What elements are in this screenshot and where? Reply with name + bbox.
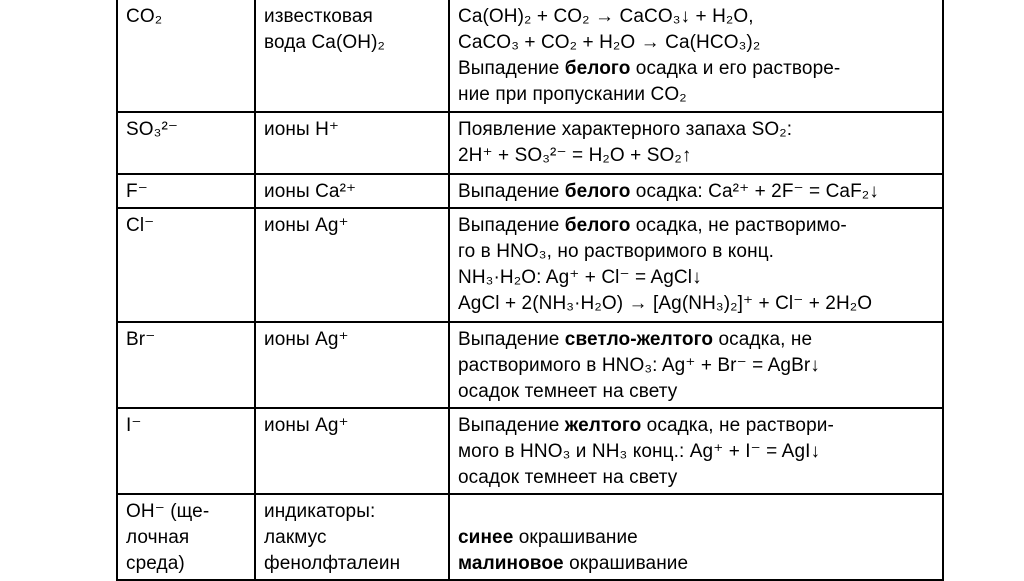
emphasis-text: белого	[564, 215, 631, 236]
reagent-cell-line: ионы Ag⁺	[264, 215, 349, 236]
text-fragment: окрашивание	[563, 553, 689, 574]
effect-cell-line: Ca(OH)₂ + CO₂ → CaCO₃↓ + H₂O,	[458, 6, 754, 27]
table-row	[117, 494, 943, 580]
ion-cell-line: OH⁻ (ще-	[126, 501, 210, 522]
emphasis-text: малиновое	[458, 553, 564, 574]
text-fragment: осадка: Ca²⁺ + 2F⁻ = CaF₂↓	[630, 181, 879, 202]
reagent-cell	[255, 112, 449, 174]
effect-cell-line: NH₃·H₂O: Ag⁺ + Cl⁻ = AgCl↓	[458, 267, 702, 288]
emphasis-text: светло-желтого	[564, 329, 714, 350]
text-fragment: осадка, не раствори-	[641, 415, 834, 436]
text-fragment: окрашивание	[513, 527, 638, 548]
effect-cell-line	[458, 551, 934, 577]
ion-cell	[117, 322, 255, 408]
effect-cell	[449, 0, 943, 112]
effect-cell-line: осадок темнеет на свету	[458, 381, 678, 402]
table-row	[117, 408, 943, 494]
effect-cell-line	[458, 525, 934, 551]
effect-cell-line: го в HNO₃, но растворимого в конц.	[458, 241, 775, 262]
effect-cell-line: 2H⁺ + SO₃²⁻ = H₂O + SO₂↑	[458, 145, 692, 166]
effect-cell	[449, 208, 943, 322]
effect-cell-line: CaCO₃ + CO₂ + H₂O → Ca(HCO₃)₂	[458, 32, 761, 53]
reagent-cell-line: ионы Ca²⁺	[264, 181, 357, 202]
text-fragment: осадка и его растворе-	[630, 58, 841, 79]
effect-cell-line: Появление характерного запаха SO₂:	[458, 119, 793, 140]
text-fragment: Выпадение	[458, 415, 565, 436]
ion-cell-line: F⁻	[126, 181, 148, 202]
qualitative-reactions-table	[116, 0, 944, 581]
reagent-cell	[255, 408, 449, 494]
reagent-cell	[255, 322, 449, 408]
table-row	[117, 0, 943, 112]
reagent-cell-line: известковая	[264, 6, 373, 27]
reagent-cell-line: ионы H⁺	[264, 119, 340, 140]
table-row	[117, 322, 943, 408]
reagent-cell-line: ионы Ag⁺	[264, 415, 349, 436]
ion-cell-line: Br⁻	[126, 329, 156, 350]
ion-cell-line: Cl⁻	[126, 215, 155, 236]
reagent-cell	[255, 494, 449, 580]
text-fragment: Выпадение	[458, 58, 565, 79]
text-fragment: Выпадение	[458, 215, 565, 236]
emphasis-text: желтого	[564, 415, 642, 436]
effect-cell-line	[458, 179, 934, 205]
text-fragment: Выпадение	[458, 329, 565, 350]
ion-cell	[117, 112, 255, 174]
reagent-cell-line: индикаторы:	[264, 501, 376, 522]
table-row	[117, 174, 943, 208]
reagent-cell-line: фенолфталеин	[264, 553, 401, 574]
reagent-cell-line: ионы Ag⁺	[264, 329, 349, 350]
effect-cell	[449, 174, 943, 208]
effect-cell-line: растворимого в HNO₃: Ag⁺ + Br⁻ = AgBr↓	[458, 355, 820, 376]
ion-cell-line: лочная	[126, 527, 190, 548]
effect-cell	[449, 408, 943, 494]
ion-cell-line: среда)	[126, 553, 185, 574]
ion-cell	[117, 0, 255, 112]
text-fragment: осадка, не	[713, 329, 813, 350]
ion-cell-line: SO₃²⁻	[126, 119, 179, 140]
effect-cell	[449, 322, 943, 408]
ion-cell	[117, 408, 255, 494]
reactions-table-container	[116, 0, 942, 574]
text-fragment: Выпадение	[458, 181, 565, 202]
reagent-cell	[255, 0, 449, 112]
reagent-cell-line: вода Ca(OH)₂	[264, 32, 385, 53]
effect-cell-line	[458, 499, 934, 525]
reagent-cell	[255, 174, 449, 208]
ion-cell-line: CO₂	[126, 6, 163, 27]
table-row	[117, 112, 943, 174]
ion-cell	[117, 174, 255, 208]
effect-cell-line: осадок темнеет на свету	[458, 467, 678, 488]
reagent-cell-line: лакмус	[264, 527, 327, 548]
effect-cell-line	[458, 327, 934, 353]
table-row	[117, 208, 943, 322]
text-fragment: осадка, не растворимо-	[630, 215, 847, 236]
effect-cell-line: AgCl + 2(NH₃·H₂O) → [Ag(NH₃)₂]⁺ + Cl⁻ + 2H₂O	[458, 293, 873, 314]
ion-cell	[117, 208, 255, 322]
emphasis-text: белого	[564, 58, 631, 79]
emphasis-text: белого	[564, 181, 631, 202]
table-body	[117, 0, 943, 580]
effect-cell	[449, 112, 943, 174]
ion-cell	[117, 494, 255, 580]
effect-cell-line	[458, 413, 934, 439]
effect-cell-line: мого в HNO₃ и NH₃ конц.: Ag⁺ + I⁻ = AgI↓	[458, 441, 821, 462]
ion-cell-line: I⁻	[126, 415, 142, 436]
effect-cell-line	[458, 213, 934, 239]
effect-cell	[449, 494, 943, 580]
effect-cell-line: ние при пропускании CO₂	[458, 84, 687, 105]
reagent-cell	[255, 208, 449, 322]
emphasis-text: синее	[458, 527, 514, 548]
effect-cell-line	[458, 56, 934, 82]
